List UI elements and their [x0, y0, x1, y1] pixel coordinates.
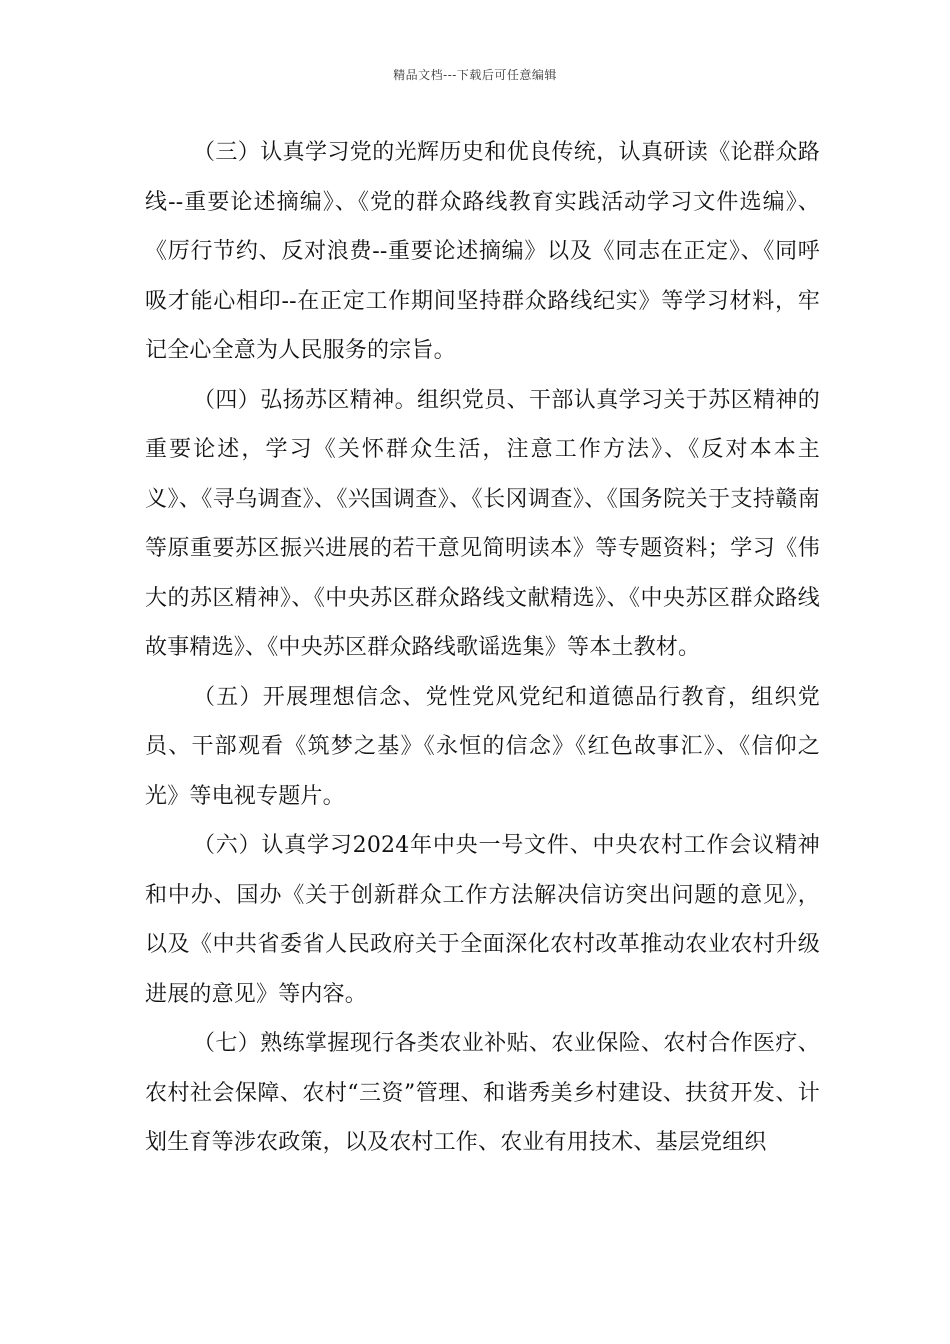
paragraph-5: （五）开展理想信念、党性党风党纪和道德品行教育，组织党员、干部观看《筑梦之基》《永恒的信念》《红色故事汇》、《信仰之光》等电视专题片。	[145, 684, 820, 809]
paragraph-3: （三）认真学习党的光辉历史和优良传统，认真研读《论群众路线--重要论述摘编》、《党的群众路线教育实践活动学习文件选编》、《厉行节约、反对浪费--重要论述摘编》以及《同志在正定》、《同呼吸才能心相印--在正定工作期间坚持群众路线纪实》等学习材料，牢记全心全意为人民服务的宗旨。	[145, 140, 820, 363]
paragraph-7: （七）熟练掌握现行各类农业补贴、农业保险、农村合作医疗、农村社会保障、农村“三资”管理、和谐秀美乡村建设、扶贫开发、计划生育等涉农政策，以及农村工作、农业有用技术、基层党组织	[145, 1031, 820, 1155]
paragraph-4: （四）弘扬苏区精神。组织党员、干部认真学习关于苏区精神的重要论述，学习《关怀群众生活，注意工作方法》、《反对本本主义》、《寻乌调查》、《兴国调查》、《长冈调查》、《国务院关于支持赣南等原重要苏区振兴进展的若干意见简明读本》等专题资料；学习《伟大的苏区精神》、《中央苏区群众路线文献精选》、《中央苏区群众路线故事精选》、《中央苏区群众路线歌谣选集》等本土教材。	[145, 387, 820, 660]
paragraph-6: （六）认真学习2024年中央一号文件、中央农村工作会议精神和中办、国办《关于创新群众工作方法解决信访突出问题的意见》，以及《中共省委省人民政府关于全面深化农村改革推动农业农村升级进展的意见》等内容。	[145, 833, 820, 1007]
document-body	[145, 128, 820, 1168]
page-header: 精品文档---下载后可任意编辑	[393, 68, 557, 82]
